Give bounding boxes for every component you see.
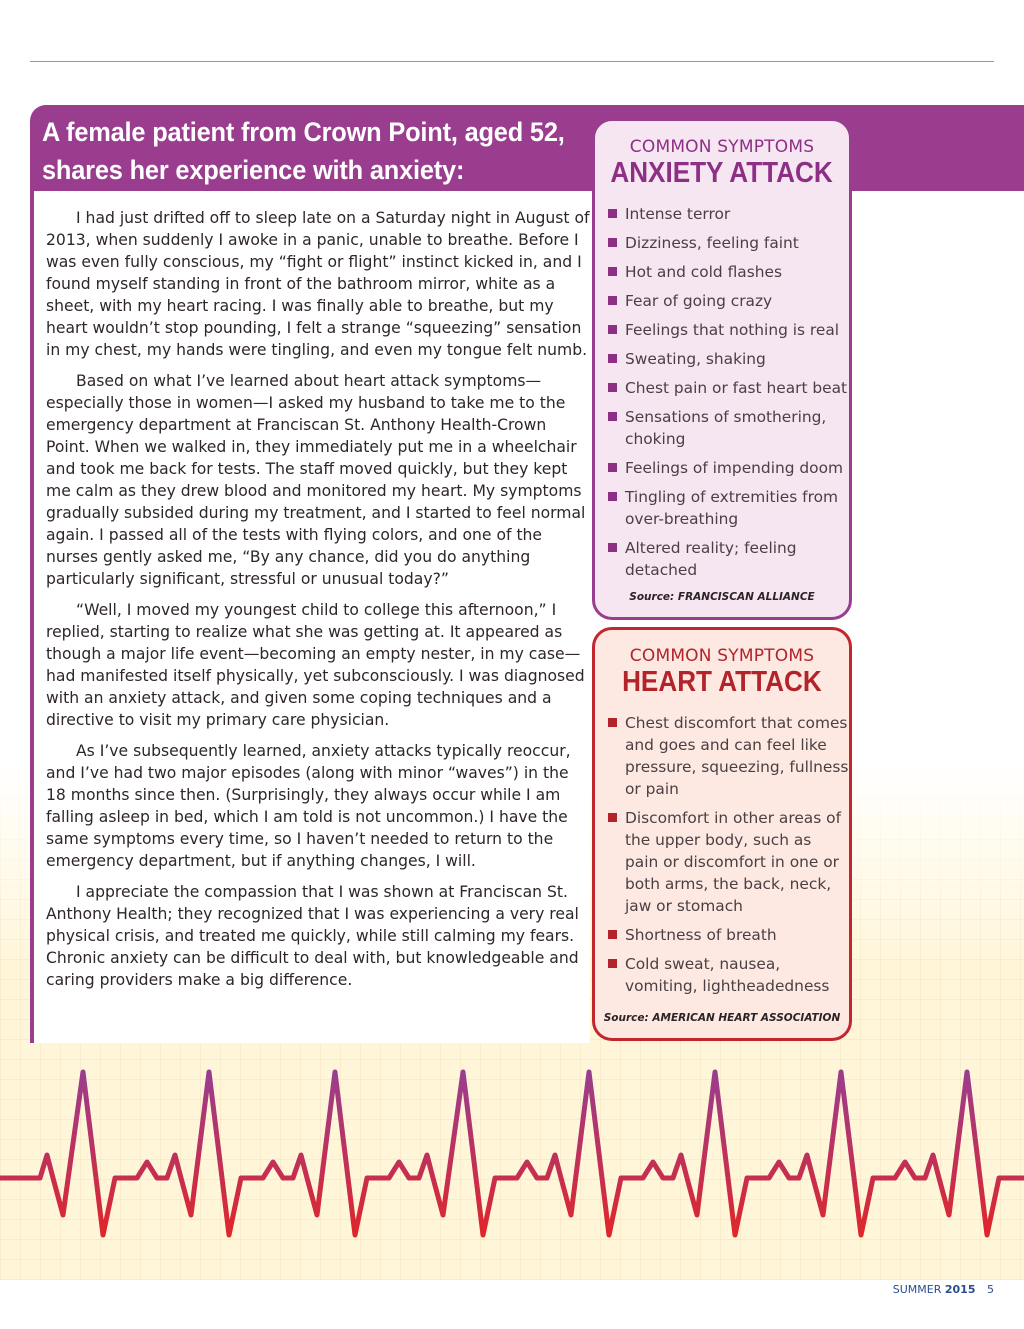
list-item: Dizziness, feeling faint [607,232,849,254]
headline [42,113,568,189]
heart-panel-subtitle: COMMON SYMPTOMS [629,646,815,666]
anxiety-symptom-list [595,203,849,581]
list-item: Cold sweat, nausea, vomiting, lightheadedness [607,953,849,997]
heart-panel-source: Source: AMERICAN HEART ASSOCIATION [603,1012,841,1024]
heart-attack-symptoms-panel [592,627,852,1041]
square-bullet-icon [608,959,617,968]
heart-panel-title: HEART ATTACK [622,666,822,698]
square-bullet-icon [608,325,617,334]
anxiety-panel-source: Source: FRANCISCAN ALLIANCE [629,591,815,603]
square-bullet-icon [608,296,617,305]
list-item: Sweating, shaking [607,348,849,370]
list-item: Tingling of extremities from over-breathing [607,486,849,530]
page-number: 5 [987,1283,994,1296]
square-bullet-icon [608,813,617,822]
article-paragraph: “Well, I moved my youngest child to college this afternoon,” I replied, starting to realize what she was getting at. It appeared as though a major life event—becoming an empty nester, in my case—had manifested itself physically, yet subconsciously. I was diagnosed with an anxiety attack, and given some coping techniques and a directive to visit my primary care physician. [46,601,585,729]
list-item: Hot and cold flashes [607,261,849,283]
top-divider [30,61,994,62]
anxiety-symptoms-panel [592,118,852,620]
ecg-trace [0,1072,1024,1235]
article-paragraph: I appreciate the compassion that I was shown at Franciscan St. Anthony Health; they recognized that I was experiencing a very real physical crisis, and treated me quickly, while still calming my fears. Chronic anxiety can be difficult to deal with, but knowledgeable and caring providers make a big difference. [46,883,579,989]
square-bullet-icon [608,492,617,501]
footer-season: SUMMER [892,1283,942,1296]
square-bullet-icon [608,930,617,939]
list-item: Fear of going crazy [607,290,849,312]
list-item: Sensations of smothering, choking [607,406,849,450]
article-body [30,191,590,1043]
list-item: Intense terror [607,203,849,225]
square-bullet-icon [608,383,617,392]
list-item: Discomfort in other areas of the upper body, such as pain or discomfort in one or both arms, the back, neck, jaw or stomach [607,807,849,917]
list-item: Chest pain or fast heart beat [607,377,849,399]
heart-symptom-list [595,712,849,997]
list-item: Altered reality; feeling detached [607,537,849,581]
article-paragraph: As I’ve subsequently learned, anxiety attacks typically reoccur, and I’ve had two major episodes (along with minor “waves”) in the 18 months since then. (Surprisingly, they always occur while I am falling asleep in bed, which I am told is not uncommon.) I have the same symptoms every time, so I haven’t needed to return to the emergency department, but if anything changes, I will. [46,742,571,870]
square-bullet-icon [608,209,617,218]
list-item: Chest discomfort that comes and goes and can feel like pressure, squeezing, fullness or pain [607,712,849,800]
square-bullet-icon [608,718,617,727]
list-item: Feelings of impending doom [607,457,849,479]
article-paragraph: I had just drifted off to sleep late on a Saturday night in August of 2013, when suddenly I awoke in a panic, unable to breathe. Before I was even fully conscious, my “fight or flight” instinct kicked in, and I found myself standing in front of the bathroom mirror, white as a sheet, with my heart racing. I was finally able to breathe, but my heart wouldn’t stop pounding, I felt a strange “squeezing” sensation in my chest, my hands were tingling, and even my tongue felt numb. [46,209,590,359]
square-bullet-icon [608,543,617,552]
anxiety-panel-title: ANXIETY ATTACK [610,157,834,189]
footer-year: 2015 [944,1283,976,1296]
heart-panel-header [595,630,849,698]
headline-line-1: A female patient from Crown Point, aged 52, [42,117,565,147]
list-item: Feelings that nothing is real [607,319,849,341]
list-item: Shortness of breath [607,924,849,946]
square-bullet-icon [608,354,617,363]
square-bullet-icon [608,463,617,472]
square-bullet-icon [608,412,617,421]
article-paragraph: Based on what I’ve learned about heart attack symptoms—especially those in women—I asked my husband to take me to the emergency department at Franciscan St. Anthony Health-Crown Point. When we walked in, they immediately put me in a wheelchair and took me back for tests. The staff moved quickly, but they kept me calm as they drew blood and monitored my heart. My symptoms gradually subsided during my treatment, and I started to feel normal again. I passed all of the tests with flying colors, and one of the nurses gently asked me, “By any chance, did you do anything particularly significant, stressful or unusual today?” [46,372,586,588]
headline-line-2: shares her experience with anxiety: [42,155,465,185]
anxiety-panel-header [595,121,849,189]
square-bullet-icon [608,267,617,276]
ecg-heartbeat-line [0,1060,1024,1260]
anxiety-panel-subtitle: COMMON SYMPTOMS [629,137,815,157]
page-footer [893,1283,994,1296]
square-bullet-icon [608,238,617,247]
